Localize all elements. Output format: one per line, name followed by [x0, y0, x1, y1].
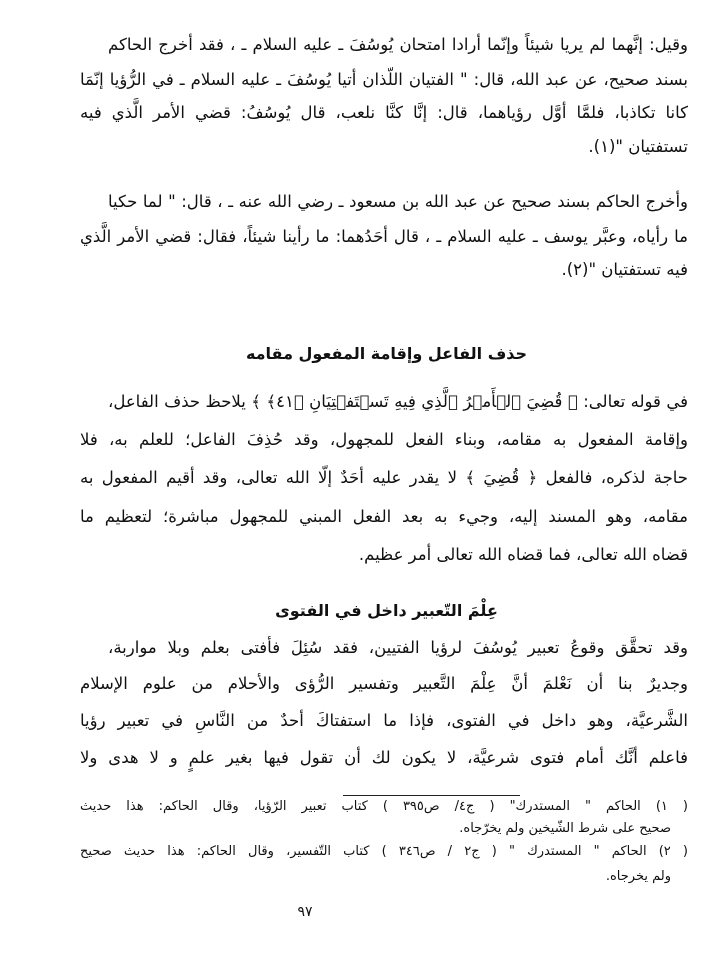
paragraph1-line: كانا تكاذبا، فلمَّا أوَّل رؤياهما، قال: إنَّا كنَّا نلعب، قال يُوسُفُ: قضي الأمر الَّذي فيه — [80, 103, 688, 122]
page-number: ٩٧ — [297, 904, 313, 920]
paragraph3-line: مقامه، وهو المسند إليه، وجيء به بعد الفعل المبني للمجهول مباشرة؛ لتعظيم ما — [80, 507, 688, 526]
paragraph1-line: بسند صحيح، عن عبد الله، قال: " الفتيان اللّذان أتيا يُوسُفَ ـ عليه السلام ـ في الرُّؤيا إنّمَا — [80, 70, 688, 89]
footnote: ( ٢) الحاكم " المستدرك " ( ج٢ / ص٣٤٦ ) كتاب التّفسير، وقال الحاكم: هذا حديث صحيح — [80, 844, 688, 859]
paragraph4-line: فاعلم أنَّك أمام فتوى شرعيَّة، لا يكون لك أن تقول فيها بغير علمٍ و لا هدى ولا — [80, 748, 688, 767]
paragraph4-line: وجديرٌ بنا أن نَعْلمَ أنَّ عِلْمَ التَّعبير وتفسير الرُّؤى والأحلام من علوم الإسلام — [80, 674, 688, 693]
paragraph3-line: قضاه الله تعالى، فما قضاه الله تعالى أمر عظيم. — [358, 545, 688, 564]
paragraph2-line: فيه تستفتيان "(٢). — [561, 260, 688, 279]
footnote: ( ١) الحاكم " المستدرك" ( ج٤/ ص٣٩٥ ) كتاب تعبير الرّؤيا، وقال الحاكم: هذا حديث — [80, 799, 688, 814]
paragraph1-line: وقيل: إنَّهما لم يريا شيئاً وإنّما أرادا امتحان يُوسُفَ ـ عليه السلام ـ ، فقد أخرج الحاكم — [108, 35, 688, 54]
footnote-continuation: ولم يخرجاه. — [605, 869, 671, 884]
paragraph2-line: ما رأياه، وعبَّر يوسف ـ عليه السلام ـ ، قال أحَدُهما: ما رأينا شيئاً، فقال: قضي الأمر الَّذي — [80, 227, 688, 246]
paragraph3-line: وإقامة المفعول به مقامه، وبناء الفعل للمجهول، وقد حُذِفَ الفاعل؛ للعلم به، فلا — [80, 430, 688, 449]
section-heading: حذف الفاعل وإقامة المفعول مقامه — [245, 344, 528, 363]
paragraph4-line: الشَّرعيَّة، وهو داخل في الفتوى، فإذا ما استفتاكَ أحدٌ من النَّاسِ في تعبير رؤيا — [80, 711, 688, 730]
paragraph1-line: تستفتيان "(١). — [588, 137, 688, 156]
footnote-continuation: صحيح على شرط الشّيخين ولم يخرّجاه. — [459, 821, 671, 836]
paragraph3-line: في قوله تعالى: ﴿ قُضِيَ ٱلۡأَمۡرُ ٱلَّذِي فِيهِ تَسۡتَفۡتِيَانِ ﴿٤١﴾ ﴾ يلاحظ حذف الفاعل، — [108, 392, 689, 411]
paragraph2-line: وأخرج الحاكم بسند صحيح عن عبد الله بن مسعود ـ رضي الله عنه ـ ، قال: " لما حكيا — [108, 192, 688, 211]
footnote-divider — [343, 795, 520, 796]
paragraph3-line: حاجة لذكره، فالفعل ﴿ قُضِيَ ﴾ لا يقدر عليه أحَدٌ إلّا الله تعالى، وقد أقيم المفعول به — [80, 468, 688, 487]
paragraph4-line: وقد تحقَّق وقوعُ تعبير يُوسُفَ لرؤيا الفتيين، فقد سُئِلَ فأفتى بعلم وبلا مواربة، — [108, 638, 688, 657]
section-heading: عِلْمَ التّعبير داخل في الفتوى — [275, 601, 498, 620]
